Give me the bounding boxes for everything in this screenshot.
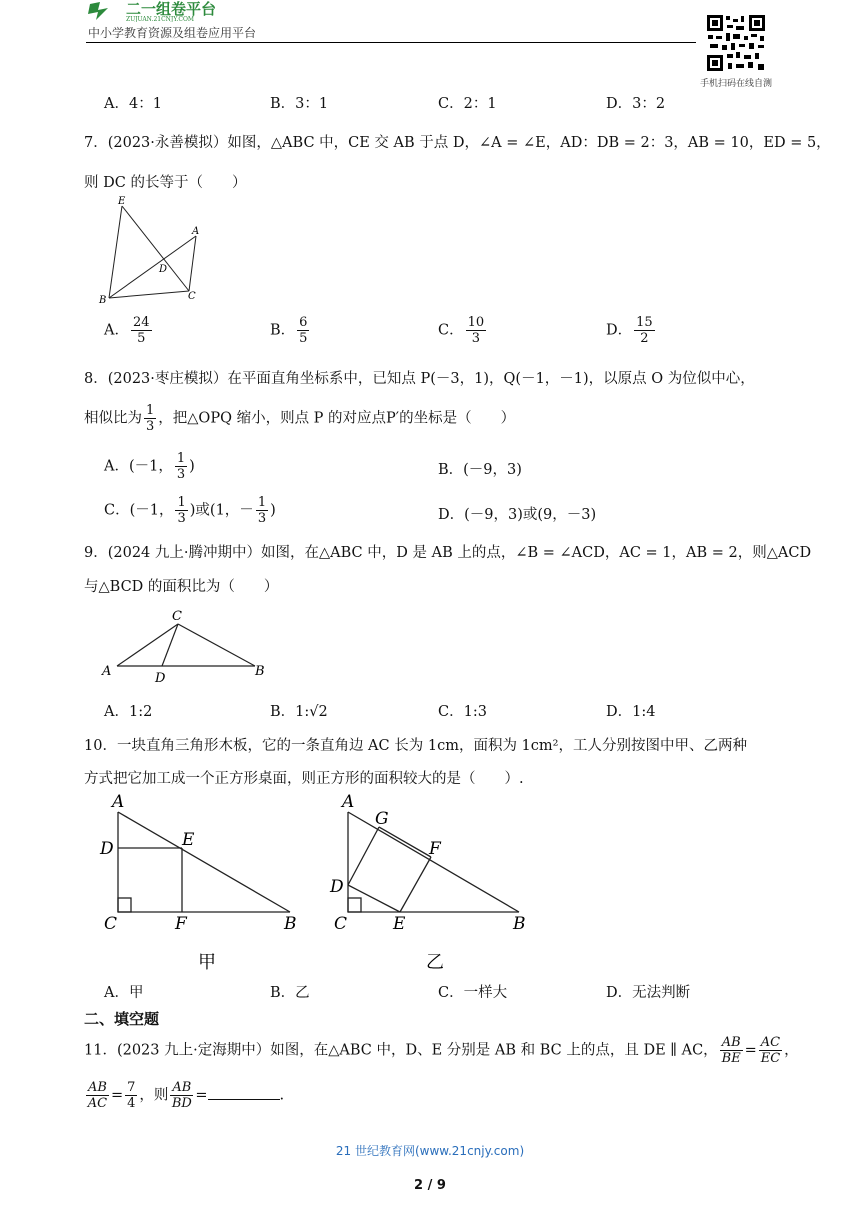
logo-text: 二一组卷平台 bbox=[126, 0, 217, 18]
q9-label-d: D bbox=[155, 671, 166, 686]
jia-label-a: A bbox=[112, 792, 125, 812]
yi-label-b: B bbox=[513, 914, 526, 934]
yi-label-c: C bbox=[334, 914, 348, 934]
q6-option-c: C．2：1 bbox=[438, 96, 497, 112]
q9-text-line2: 与△BCD 的面积比为（ ） bbox=[84, 579, 279, 595]
q7-label-e: E bbox=[118, 196, 126, 207]
q7-label-b: B bbox=[99, 295, 107, 306]
q10-text-line2: 方式把它加工成一个正方形桌面，则正方形的面积较大的是（ ）. bbox=[84, 771, 524, 787]
q9-option-d: D．1:4 bbox=[606, 704, 656, 720]
q10-figure-yi bbox=[326, 790, 536, 976]
yi-label-e: E bbox=[393, 914, 406, 934]
q8-text-line2: 相似比为 $\frac{1}{3}$ ，把△OPQ 缩小，则点 P 的对应点P′的坐标是（ ） bbox=[84, 403, 516, 434]
q8-option-d: D．(－9，3)或(9，－3) bbox=[438, 507, 597, 523]
q10-figure-jia bbox=[98, 790, 308, 976]
q6-option-b: B．3：1 bbox=[270, 96, 329, 112]
q9-option-c: C．1:3 bbox=[438, 704, 487, 720]
yi-caption: 乙 bbox=[426, 952, 444, 973]
jia-label-f: F bbox=[175, 914, 187, 934]
q11-text-line2: $\frac{AB}{AC}$ = $\frac{7}{4}$ ，则 $\frac{AB}{BD}$ = . bbox=[87, 1080, 285, 1111]
yi-label-g: G bbox=[375, 809, 389, 829]
q10-text-line1: 10．一块直角三角形木板，它的一条直角边 AC 长为 1cm，面积为 1cm²，工人分别按图中甲、乙两种 bbox=[84, 738, 747, 754]
q7-label-d: D bbox=[159, 264, 168, 275]
q9-option-a: A．1:2 bbox=[104, 704, 153, 720]
yi-label-a: A bbox=[342, 792, 355, 812]
yi-label-d: D bbox=[330, 877, 344, 897]
q8-option-b: B．(－9，3) bbox=[438, 462, 522, 478]
yi-label-f: F bbox=[429, 839, 441, 859]
q9-label-b: B bbox=[255, 664, 265, 679]
q8-text-line1: 8．(2023·枣庄模拟）在平面直角坐标系中，已知点 P(－3，1)，Q(－1，－1)，以原点 O 为位似中心， bbox=[84, 371, 755, 387]
header-divider bbox=[86, 42, 696, 43]
jia-label-c: C bbox=[104, 914, 118, 934]
q6-option-d: D．3：2 bbox=[606, 96, 666, 112]
q9-option-b: B．1:√2 bbox=[270, 704, 328, 720]
q9-text-line1: 9．(2024 九上·腾冲期中）如图，在△ABC 中，D 是 AB 上的点，∠B = ∠ACD，AC = 1，AB = 2，则△ACD bbox=[84, 545, 812, 561]
q7-label-c: C bbox=[188, 291, 196, 302]
q9-label-a: A bbox=[102, 664, 112, 679]
q10-option-c: C．一样大 bbox=[438, 985, 508, 1001]
q10-option-d: D．无法判断 bbox=[606, 985, 691, 1001]
site-logo bbox=[86, 0, 276, 22]
q9-figure bbox=[100, 604, 270, 686]
page-number: 2 / 9 bbox=[414, 1178, 446, 1193]
q6-option-a: A．4：1 bbox=[104, 96, 162, 112]
q8-option-c: C．(－1， $\frac{1}{3}$ )或(1，－ $\frac{1}{3}$ ) bbox=[104, 495, 276, 526]
q10-option-b: B．乙 bbox=[270, 985, 310, 1001]
q7-option-c: C． $\frac{10}{3}$ bbox=[438, 315, 485, 346]
q7-figure bbox=[96, 194, 206, 306]
logo-url-text: ZUJUAN.21CNJY.COM bbox=[126, 16, 195, 22]
q7-label-a: A bbox=[192, 226, 200, 237]
q11-text-line1: 11．(2023 九上·定海期中）如图，在△ABC 中，D、E 分别是 AB 和 BC 上的点，且 DE ∥ AC， $\frac{AB}{BE}$ = $\frac{AC}{EC}$ ， bbox=[84, 1035, 799, 1066]
q10-option-a: A．甲 bbox=[104, 985, 144, 1001]
qr-caption: 手机扫码在线自测 bbox=[700, 79, 773, 89]
q7-text-line2: 则 DC 的长等于（ ） bbox=[84, 175, 247, 191]
q8-option-a: A．(－1， $\frac{1}{3}$ ) bbox=[104, 451, 195, 482]
q7-option-d: D． $\frac{15}{2}$ bbox=[606, 315, 653, 346]
q7-option-b: B． $\frac{6}{5}$ bbox=[270, 315, 308, 346]
jia-caption: 甲 bbox=[198, 952, 216, 973]
q9-label-c: C bbox=[172, 609, 182, 624]
qr-code-icon bbox=[706, 14, 766, 72]
jia-label-e: E bbox=[182, 830, 195, 850]
q7-text-line1: 7．(2023·永善模拟）如图，△ABC 中，CE 交 AB 于点 D，∠A = ∠E，AD：DB = 2：3，AB = 10，ED = 5， bbox=[84, 135, 831, 151]
q11-answer-blank[interactable] bbox=[208, 1085, 280, 1100]
footer-site: 21 世纪教育网(www.21cnjy.com) bbox=[335, 1144, 525, 1158]
jia-label-d: D bbox=[100, 839, 114, 859]
section-title: 二、填空题 bbox=[84, 1010, 160, 1028]
q7-option-a: A． $\frac{24}{5}$ bbox=[104, 315, 150, 346]
header-subtitle: 中小学教育资源及组卷应用平台 bbox=[88, 26, 257, 40]
jia-label-b: B bbox=[284, 914, 297, 934]
